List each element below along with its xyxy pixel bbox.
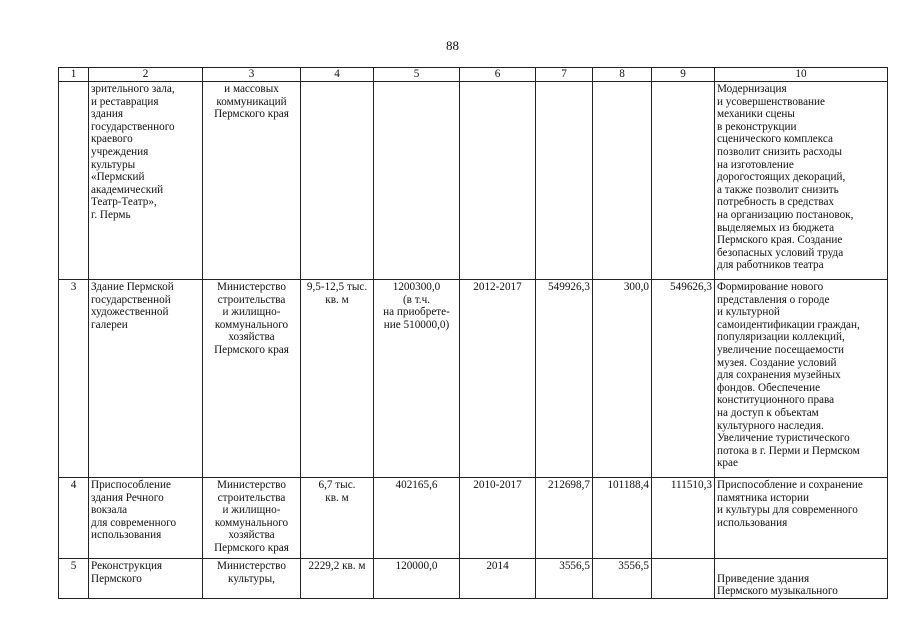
object-name-cell: [89, 82, 203, 280]
row-number-cell: 3: [59, 280, 89, 478]
cell-line: сценического комплекса: [717, 133, 833, 146]
cell-line: академический: [91, 183, 164, 196]
customer-cell: [203, 280, 301, 478]
cell-line: г. Пермь: [91, 208, 131, 221]
cell-line: Министерство: [217, 281, 286, 293]
column-number-row: [59, 68, 888, 82]
cell-line: «Пермский: [91, 171, 145, 184]
cell-line: и жилищно-: [222, 306, 281, 319]
cell-line: выделяемых из бюджета: [717, 221, 835, 234]
cell-line: строительства: [217, 293, 286, 306]
cell-line: кв. м: [325, 491, 349, 504]
estimated-cost-cell: [374, 478, 460, 559]
column-header: 6: [460, 68, 536, 82]
cell-line: на приобрете-: [383, 306, 450, 319]
cell-line: Пермского: [91, 572, 142, 585]
cell-line: для работников театра: [717, 259, 824, 272]
cell-line: ние 510000,0): [383, 318, 450, 331]
cell-line: культуры,: [228, 572, 275, 585]
period-cell: 2014: [460, 559, 536, 599]
funding-col9-cell: 111510,3: [652, 478, 715, 559]
cell-line: галереи: [91, 318, 128, 331]
cell-line: использования: [717, 516, 788, 529]
cell-line: Приспособление и сохранение: [717, 479, 863, 491]
cell-line: Пермского музыкального: [717, 585, 838, 598]
cell-line: учреждения: [91, 145, 149, 158]
cell-line: 402165,6: [395, 479, 438, 491]
cell-line: популяризации коллекций,: [717, 331, 845, 344]
object-name-cell: [89, 478, 203, 559]
funding-col8-cell: 300,0: [593, 280, 652, 478]
column-header: 3: [203, 68, 301, 82]
funding-col9-cell: [652, 559, 715, 599]
column-header: 2: [89, 68, 203, 82]
cell-line: коммунального: [214, 516, 289, 529]
cell-line: здания Речного: [91, 491, 164, 504]
cell-line: памятника истории: [717, 491, 809, 504]
cell-line: Приведение здания: [717, 572, 810, 585]
cell-line: дорогостоящих декораций,: [717, 171, 846, 184]
cell-line: и культуры для современного: [717, 504, 858, 517]
total-funding-cell: 549926,3: [536, 280, 593, 478]
period-cell: 2012-2017: [460, 280, 536, 478]
page-number: 88: [446, 38, 459, 53]
funding-col9-cell: 549626,3: [652, 280, 715, 478]
cell-line: [717, 560, 885, 573]
cell-line: потока в г. Перми и Пермском: [717, 444, 860, 457]
estimated-cost-cell: [374, 280, 460, 478]
cell-line: безопасных условий труда: [717, 246, 844, 259]
cell-line: использования: [91, 529, 162, 542]
customer-cell: [203, 82, 301, 280]
cell-line: фондов. Обеспечение: [717, 381, 821, 394]
object-name-cell: [89, 280, 203, 478]
total-funding-cell: [536, 82, 593, 280]
cell-line: строительства: [217, 491, 286, 504]
cell-line: коммунального: [214, 318, 289, 331]
capacity-cell: [301, 280, 374, 478]
row-number-cell: 4: [59, 478, 89, 559]
cell-line: Театр-Театр»,: [91, 196, 157, 209]
column-header: 10: [715, 68, 888, 82]
cell-line: 9,5-12,5 тыс.: [306, 281, 368, 293]
total-funding-cell: 3556,5: [536, 559, 593, 599]
cell-line: а также позволит снизить: [717, 183, 839, 196]
cell-line: Приспособление: [91, 479, 171, 491]
cell-line: Пермского края: [214, 541, 289, 554]
estimated-cost-cell: [374, 82, 460, 280]
cell-line: 1200300,0: [392, 281, 441, 293]
cell-line: и реставрация: [91, 95, 159, 108]
cell-line: представления о городе: [717, 293, 830, 306]
cell-line: Пермского края: [214, 343, 289, 356]
row-number-cell: [59, 82, 89, 280]
cell-line: (в т.ч.: [402, 293, 431, 306]
cell-line: Реконструкция: [91, 560, 163, 572]
cell-line: хозяйства: [228, 529, 275, 542]
period-cell: [460, 82, 536, 280]
cell-line: и усовершенствование: [717, 95, 825, 108]
period-cell: 2010-2017: [460, 478, 536, 559]
cell-line: культуры: [91, 158, 136, 171]
customer-cell: [203, 559, 301, 599]
cell-line: Министерство: [217, 560, 286, 572]
customer-cell: [203, 478, 301, 559]
capacity-cell: [301, 478, 374, 559]
cell-line: для современного: [91, 516, 177, 529]
cell-line: Формирование нового: [717, 281, 824, 293]
column-header: 7: [536, 68, 593, 82]
cell-line: Министерство: [217, 479, 286, 491]
cell-line: Здание Пермской: [91, 281, 174, 293]
cell-line: 6,7 тыс.: [318, 479, 356, 491]
capacity-cell: [301, 559, 374, 599]
column-header: 4: [301, 68, 374, 82]
cell-line: и массовых: [224, 83, 279, 95]
cell-line: потребность в средствах: [717, 196, 835, 209]
cell-line: зрительного зала,: [91, 83, 175, 95]
cell-line: увеличение посещаемости: [717, 343, 844, 356]
cell-line: государственной: [91, 293, 171, 306]
cell-line: Пермского края. Создание: [717, 234, 843, 247]
table-row: [59, 280, 888, 478]
cell-line: государственного: [91, 120, 175, 133]
expected-result-cell: [715, 559, 888, 599]
capacity-cell: [301, 82, 374, 280]
funding-col8-cell: [593, 82, 652, 280]
cell-line: для сохранения музейных: [717, 369, 841, 382]
cell-line: художественной: [91, 306, 169, 319]
cell-line: крае: [717, 457, 738, 470]
program-table: [58, 67, 888, 599]
column-header: 8: [593, 68, 652, 82]
cell-line: конституционного права: [717, 394, 835, 407]
cell-line: здания: [91, 108, 123, 121]
total-funding-cell: 212698,7: [536, 478, 593, 559]
cell-line: культурного наследия.: [717, 419, 824, 432]
table-row: [59, 478, 888, 559]
cell-line: на организацию постановок,: [717, 208, 854, 221]
cell-line: в реконструкции: [717, 120, 797, 133]
estimated-cost-cell: [374, 559, 460, 599]
cell-line: и культурной: [717, 306, 780, 319]
expected-result-cell: [715, 82, 888, 280]
funding-col8-cell: 101188,4: [593, 478, 652, 559]
table-row: [59, 82, 888, 280]
expected-result-cell: [715, 280, 888, 478]
column-header: 1: [59, 68, 89, 82]
cell-line: музея. Создание условий: [717, 356, 837, 369]
cell-line: Модернизация: [717, 83, 787, 95]
expected-result-cell: [715, 478, 888, 559]
cell-line: вокзала: [91, 504, 128, 517]
cell-line: механики сцены: [717, 108, 795, 121]
column-header: 9: [652, 68, 715, 82]
object-name-cell: [89, 559, 203, 599]
table-row: [59, 559, 888, 599]
cell-line: кв. м: [325, 293, 349, 306]
cell-line: и жилищно-: [222, 504, 281, 517]
cell-line: самоидентификации граждан,: [717, 318, 860, 331]
cell-line: на доступ к объектам: [717, 406, 819, 419]
funding-col9-cell: [652, 82, 715, 280]
cell-line: Увеличение туристического: [717, 432, 850, 445]
cell-line: Пермского края: [214, 108, 289, 121]
cell-line: коммуникаций: [216, 95, 287, 108]
column-header: 5: [374, 68, 460, 82]
cell-line: 2229,2 кв. м: [308, 560, 366, 572]
cell-line: краевого: [91, 133, 133, 146]
row-number-cell: 5: [59, 559, 89, 599]
cell-line: на изготовление: [717, 158, 794, 171]
cell-line: позволит снизить расходы: [717, 145, 843, 158]
funding-col8-cell: 3556,5: [593, 559, 652, 599]
cell-line: 120000,0: [395, 560, 438, 572]
cell-line: хозяйства: [228, 331, 275, 344]
